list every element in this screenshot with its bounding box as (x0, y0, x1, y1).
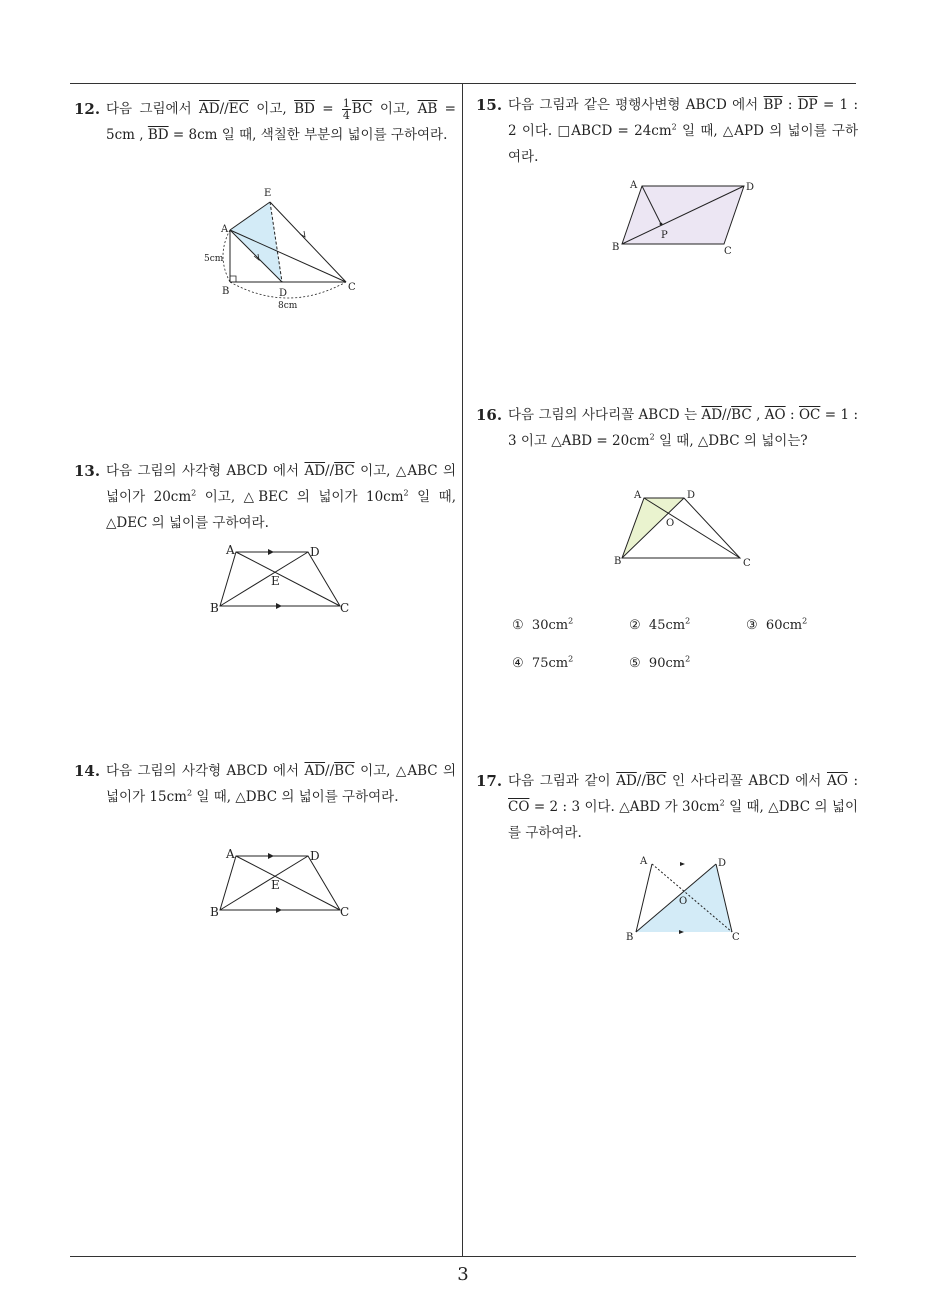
problem-16 (476, 402, 858, 454)
label-C: C (340, 905, 350, 919)
figure-16 (606, 486, 766, 570)
label-P: P (661, 230, 668, 241)
choice-5[interactable]: ⑤ $90cm^2$ (629, 654, 691, 671)
choice-2[interactable]: ② $45cm^2$ (629, 616, 691, 633)
problem-number: 13. (74, 462, 101, 480)
label-O: O (666, 518, 675, 529)
problem-text: 다음 그림과 같은 평행사변형 ABCD 에서 $\overline{BP}$ : $\overline{DP} = 1$ : 2 이다. □ABCD = $24cm^2$ 일 때, △APD 의 넓이를 구하여라. (508, 97, 858, 165)
problem-15 (476, 92, 858, 170)
label-D: D (687, 490, 696, 501)
label-B: B (222, 286, 230, 297)
figure-17 (620, 852, 760, 944)
label-E: E (271, 878, 280, 892)
page-number: 3 (457, 1264, 469, 1285)
choice-1[interactable]: ① $30cm^2$ (512, 616, 574, 633)
label-O: O (679, 896, 688, 907)
figure-14 (206, 844, 356, 920)
label-C: C (340, 601, 350, 615)
label-B: B (210, 905, 219, 919)
column-divider (462, 83, 463, 1256)
label-A: A (634, 490, 642, 501)
problem-text: 다음 그림의 사각형 ABCD 에서 $\overline{AD}//\overline{BC}$ 이고, △ABC 의 넓이가 $15cm^2$ 일 때, △DBC 의 넓이를 구하여라. (106, 763, 457, 805)
label-bd-length: 8cm (278, 301, 298, 311)
problem-14 (74, 758, 456, 810)
label-C: C (743, 558, 751, 569)
problem-number: 15. (476, 96, 503, 114)
choice-4[interactable]: ④ $75cm^2$ (512, 654, 574, 671)
problem-text: 다음 그림과 같이 $\overline{AD}//\overline{BC}$ 인 사다리꼴 ABCD 에서 $\overline{AO}$ : $\overline{CO} = 2$ : 3 이다. △ABD 가 $30cm^2$ 일 때, △DBC 의 넓이를 구하여라. (508, 773, 858, 841)
problem-text: 다음 그림의 사다리꼴 ABCD 는 $\overline{AD}//\overline{BC}$ , $\overline{AO}$ : $\overline{OC} = 1$ : 3 이고 △ABD = $20cm^2$ 일 때, △DBC 의 넓이는? (508, 407, 859, 449)
figure-13 (206, 540, 356, 616)
choice-3[interactable]: ③ $60cm^2$ (746, 616, 808, 633)
problem-12 (74, 96, 456, 148)
label-D: D (279, 288, 288, 299)
label-C: C (348, 282, 356, 293)
label-A: A (221, 224, 229, 235)
label-D: D (718, 858, 727, 869)
label-C: C (724, 246, 732, 257)
problem-number: 16. (476, 406, 503, 424)
problem-17 (476, 768, 858, 846)
figure-12 (196, 184, 366, 314)
label-E: E (271, 574, 280, 588)
bottom-rule (70, 1256, 856, 1257)
label-C: C (732, 932, 740, 943)
label-D: D (310, 545, 320, 559)
label-A: A (630, 180, 638, 191)
label-E: E (264, 188, 272, 199)
label-D: D (310, 849, 320, 863)
problem-number: 14. (74, 762, 101, 780)
problem-text: 다음 그림의 사각형 ABCD 에서 $\overline{AD}//\overline{BC}$ 이고, △ABC 의 넓이가 $20cm^2$ 이고, △BEC 의 넓이가 $10cm^2$ 일 때, △DEC 의 넓이를 구하여라. (106, 463, 457, 531)
label-A: A (226, 847, 235, 861)
top-rule (70, 83, 856, 84)
label-ab-length: 5cm (204, 254, 224, 264)
figure-15 (606, 176, 766, 260)
problem-text: 다음 그림에서 $\overline{AD}//\overline{EC}$ 이고, $\overline{BD}$ = $\frac{1}{4}$ $\overline{BC}$ 이고, $\overline{AB} = 5cm$ , $\overline{BD} = 8cm$ 일 때, 색칠한 부분의 넓이를 구하여라. (106, 97, 456, 143)
label-B: B (612, 242, 620, 253)
label-B: B (626, 932, 634, 943)
label-B: B (614, 556, 622, 567)
label-B: B (210, 601, 219, 615)
label-A: A (640, 856, 648, 867)
fraction-one-quarter: $\frac{1}{4}$ (342, 97, 350, 122)
problem-13 (74, 458, 456, 536)
label-A: A (226, 543, 235, 557)
problem-number: 17. (476, 772, 503, 790)
label-D: D (746, 182, 755, 193)
problem-number: 12. (74, 100, 101, 118)
